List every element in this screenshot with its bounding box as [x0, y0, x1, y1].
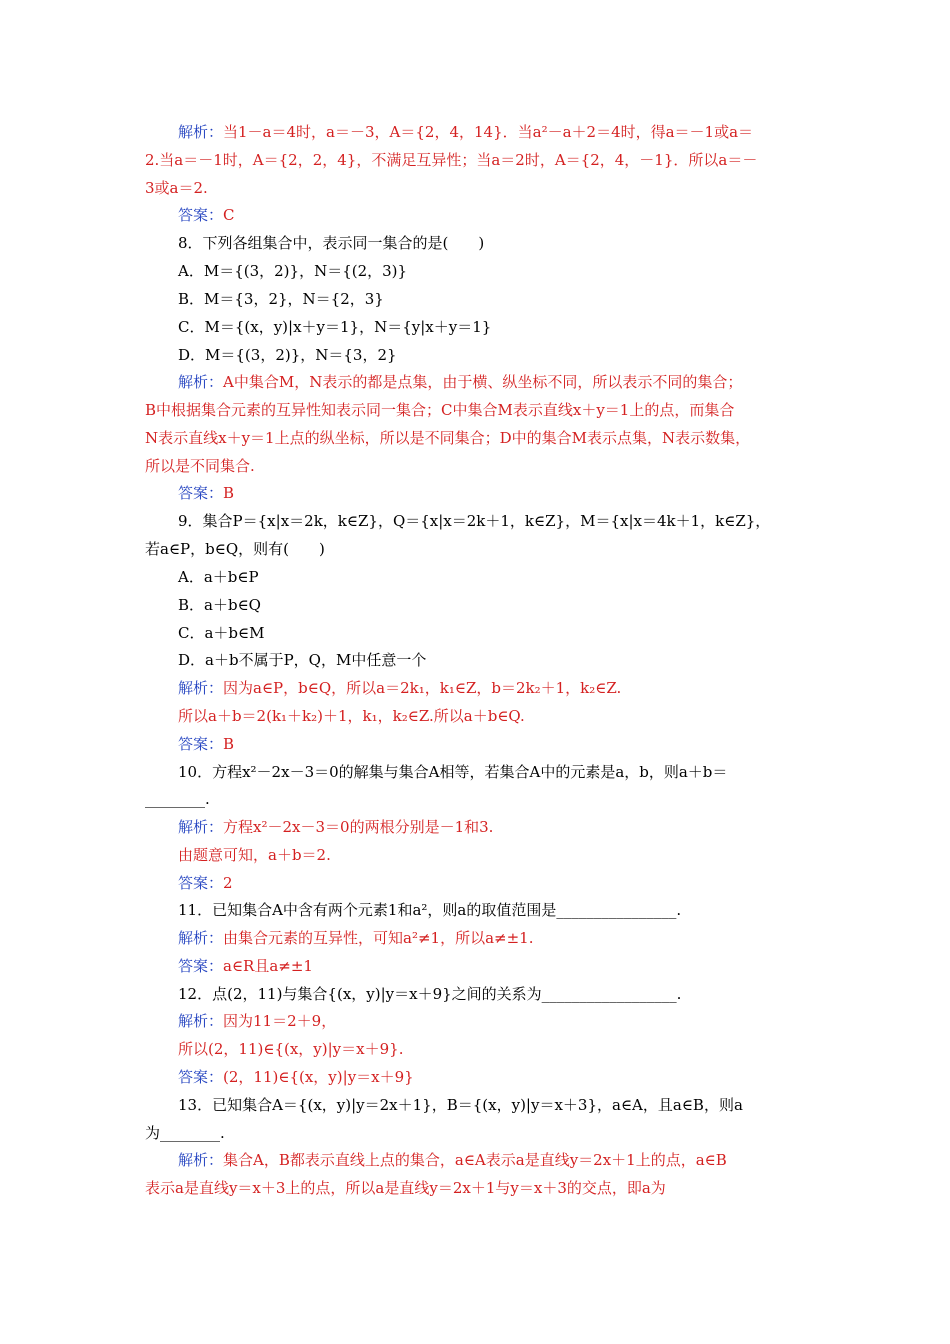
answer-label: 答案：: [178, 735, 224, 753]
solution-line: [145, 400, 734, 420]
solution-text: 2.当a＝－1时，A＝{2，2，4}，不满足互异性；当a＝2时，A＝{2，4，－1}．所以a＝－: [145, 151, 758, 169]
solution-text: 由集合元素的互异性，可知a²≠1，所以a≠±1.: [223, 929, 534, 947]
solution-label: 解析：: [178, 818, 224, 836]
solution-line: [145, 150, 757, 170]
option-c: C．a＋b∈M: [178, 624, 265, 642]
question-12: 12．点(2，11)与集合{(x，y)|y＝x＋9}之间的关系为__________________.: [178, 985, 682, 1003]
answer-label: 答案：: [178, 206, 224, 224]
solution-line: [178, 678, 621, 698]
solution-text: A中集合M，N表示的都是点集，由于横、纵坐标不同，所以表示不同的集合；: [223, 373, 743, 391]
answer-line: [178, 205, 235, 225]
solution-line: [145, 178, 208, 198]
question-13-blank: 为________.: [145, 1124, 225, 1142]
solution-label: 解析：: [178, 1151, 224, 1169]
solution-text: B中根据集合元素的互异性知表示同一集合；C中集合M表示直线x＋y＝1上的点，而集合: [145, 401, 735, 419]
solution-text: 因为a∈P，b∈Q，所以a＝2k₁，k₁∈Z，b＝2k₂＋1，k₂∈Z.: [223, 679, 622, 697]
question-8: 8．下列各组集合中，表示同一集合的是( ): [178, 234, 485, 252]
option-a: A．M＝{(3，2)}，N＝{(2，3)}: [178, 262, 408, 280]
answer-text: (2，11)∈{(x，y)|y＝x＋9}: [223, 1068, 414, 1086]
answer-label: 答案：: [178, 484, 224, 502]
option-b: B．M＝{3，2}，N＝{2，3}: [178, 290, 384, 308]
option-b: B．a＋b∈Q: [178, 596, 261, 614]
solution-line: [178, 928, 533, 948]
solution-line: [178, 1150, 727, 1170]
solution-text: 集合A，B都表示直线上点的集合，a∈A表示a是直线y＝2x＋1上的点，a∈B: [223, 1151, 727, 1169]
solution-line: [178, 817, 493, 837]
question-9: 9．集合P＝{x|x＝2k，k∈Z}，Q＝{x|x＝2k＋1，k∈Z}，M＝{x|x＝4k＋1，k∈Z}，: [178, 512, 771, 530]
solution-line: [178, 1039, 403, 1059]
solution-line: [178, 372, 742, 392]
solution-line: [178, 845, 331, 865]
solution-label: 解析：: [178, 373, 224, 391]
question-10: 10．方程x²－2x－3＝0的解集与集合A相等，若集合A中的元素是a，b，则a＋b＝: [178, 763, 728, 781]
option-a: A．a＋b∈P: [178, 568, 259, 586]
solution-label: 解析：: [178, 1012, 224, 1030]
solution-label: 解析：: [178, 679, 224, 697]
solution-line: [145, 1178, 666, 1198]
option-d: D．a＋b不属于P，Q，M中任意一个: [178, 651, 427, 669]
answer-text: C: [223, 206, 235, 224]
solution-line: [145, 428, 750, 448]
question-9-cont: 若a∈P，b∈Q，则有( ): [145, 540, 325, 558]
solution-text: 当1－a＝4时，a＝－3，A＝{2，4，14}．当a²－a＋2＝4时，得a＝－1或a＝: [223, 123, 754, 141]
answer-label: 答案：: [178, 1068, 224, 1086]
answer-line: [178, 873, 233, 893]
solution-line: [178, 122, 753, 142]
solution-text: 因为11＝2＋9，: [223, 1012, 337, 1030]
solution-text: 所以是不同集合.: [145, 457, 255, 475]
solution-text: 所以(2，11)∈{(x，y)|y＝x＋9}.: [178, 1040, 404, 1058]
solution-line: [178, 1011, 336, 1031]
solution-text: 方程x²－2x－3＝0的两根分别是－1和3.: [223, 818, 494, 836]
solution-text: 表示a是直线y＝x＋3上的点，所以a是直线y＝2x＋1与y＝x＋3的交点，即a为: [145, 1179, 666, 1197]
answer-line: [178, 483, 234, 503]
answer-text: B: [223, 735, 235, 753]
solution-text: 所以a＋b＝2(k₁＋k₂)＋1，k₁，k₂∈Z.所以a＋b∈Q.: [178, 707, 525, 725]
solution-label: 解析：: [178, 929, 224, 947]
solution-text: 由题意可知，a＋b＝2.: [178, 846, 331, 864]
answer-line: [178, 734, 234, 754]
question-13: 13．已知集合A＝{(x，y)|y＝2x＋1}，B＝{(x，y)|y＝x＋3}，a∈A，且a∈B，则a: [178, 1096, 743, 1114]
answer-line: [178, 956, 313, 976]
option-d: D．M＝{(3，2)}，N＝{3，2}: [178, 346, 397, 364]
answer-text: B: [223, 484, 235, 502]
answer-text: a∈R且a≠±1: [223, 957, 313, 975]
question-11: 11．已知集合A中含有两个元素1和a²，则a的取值范围是________________.: [178, 901, 682, 919]
answer-text: 2: [223, 874, 233, 892]
solution-label: 解析：: [178, 123, 224, 141]
solution-text: N表示直线x＋y＝1上点的纵坐标，所以是不同集合；D中的集合M表示点集，N表示数集，: [145, 429, 751, 447]
answer-label: 答案：: [178, 874, 224, 892]
answer-line: [178, 1067, 414, 1087]
solution-line: [178, 706, 525, 726]
option-c: C．M＝{(x，y)|x＋y＝1}，N＝{y|x＋y＝1}: [178, 318, 492, 336]
solution-line: [145, 456, 255, 476]
solution-text: 3或a＝2.: [145, 179, 208, 197]
answer-label: 答案：: [178, 957, 224, 975]
question-10-blank: ________.: [145, 790, 210, 808]
